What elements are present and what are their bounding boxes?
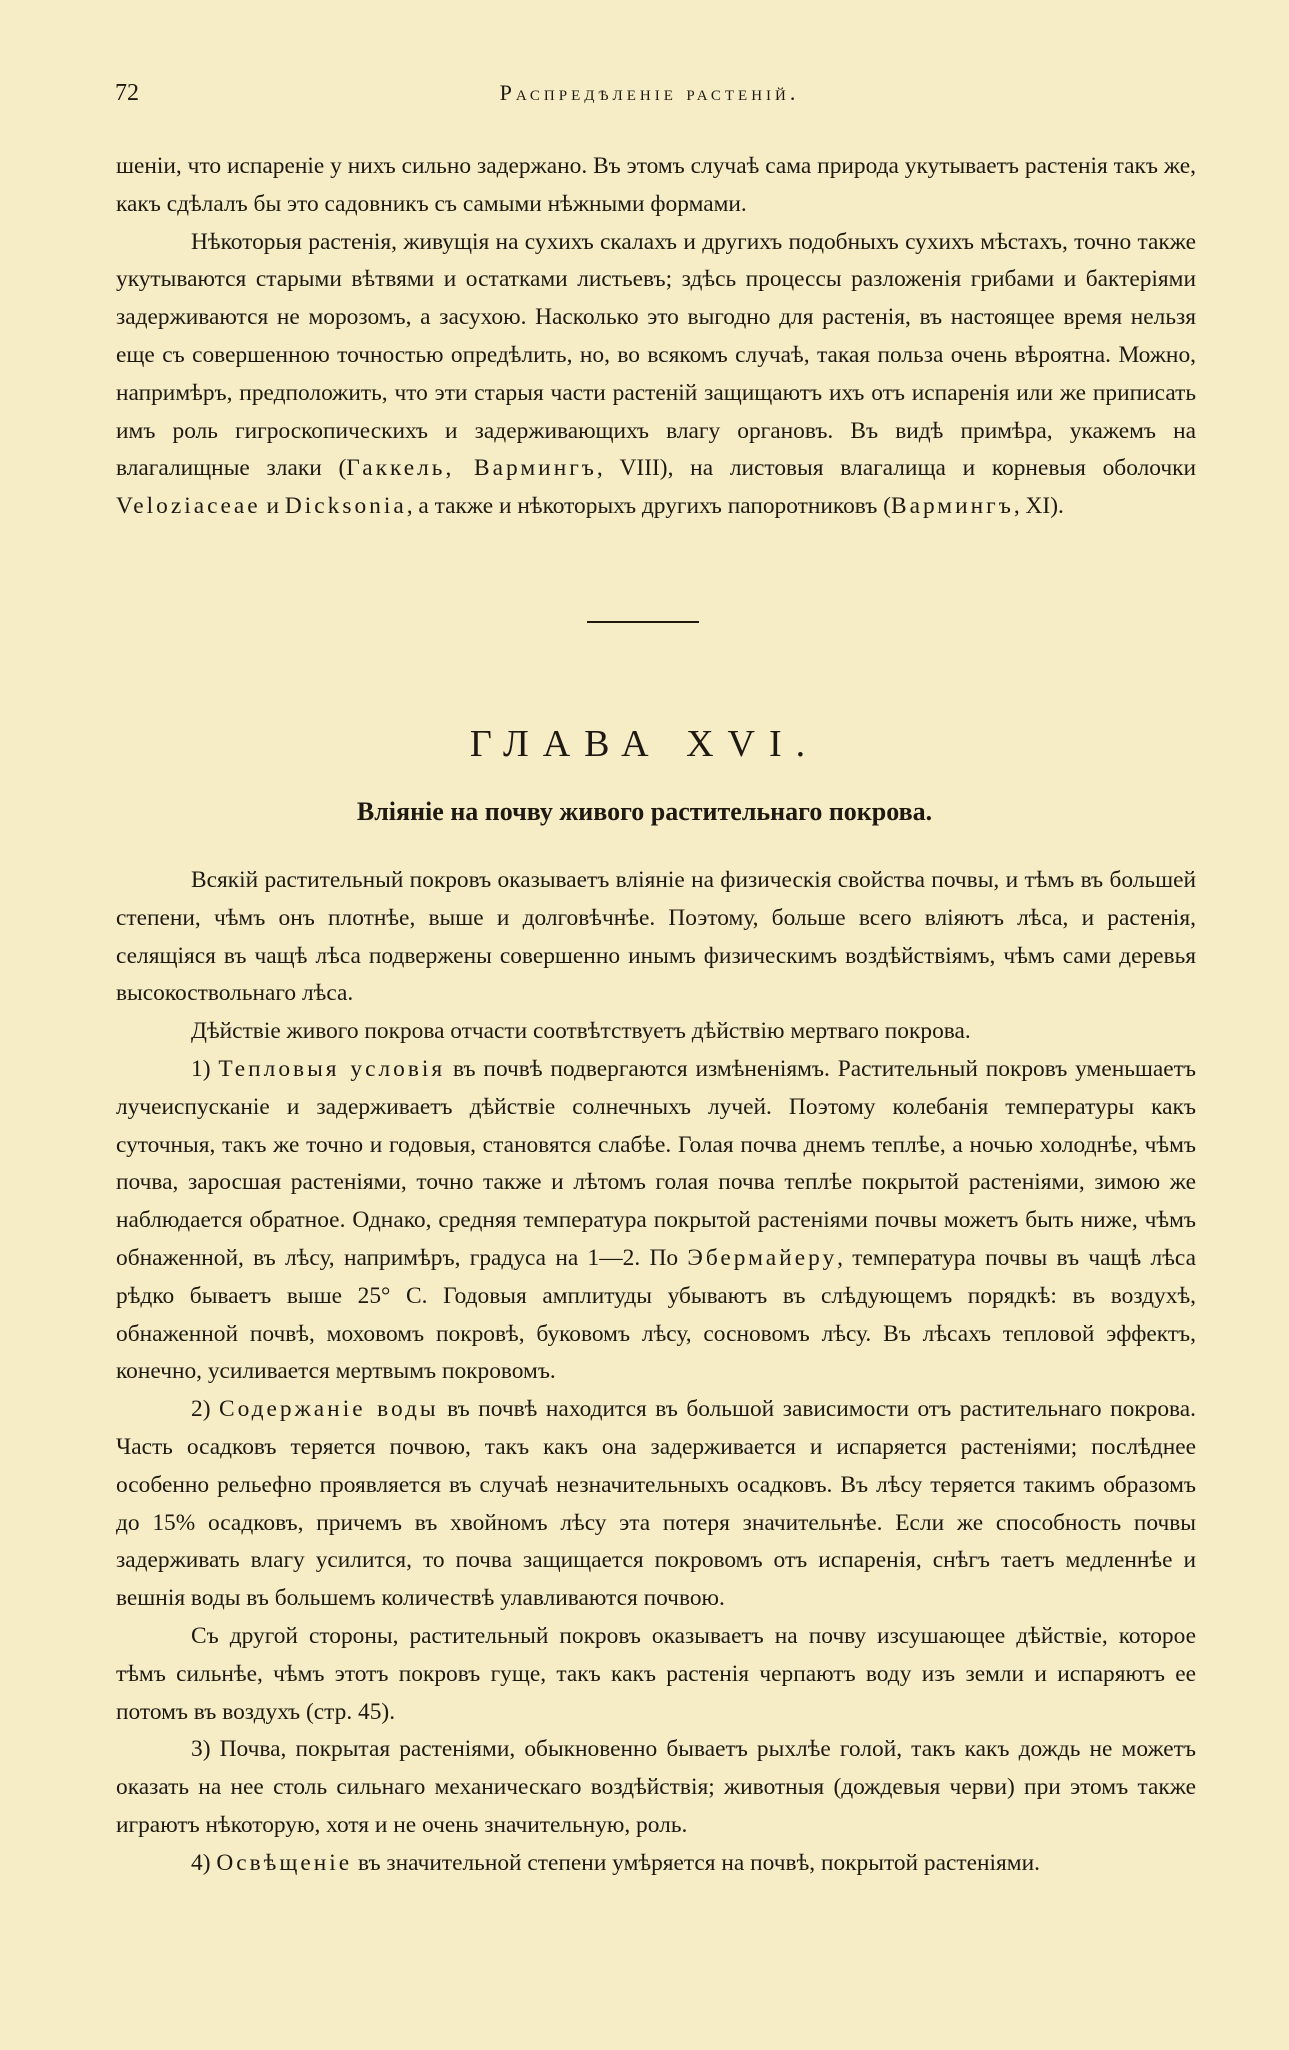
paragraph-text: въ значительной степени умѣряется на почвѣ, покрытой растеніями. bbox=[352, 1849, 1040, 1876]
author-name: Гаккель, Вармингъ bbox=[346, 455, 597, 482]
paragraph-text: Всякій растительный покровъ оказываетъ вліяніе на физическія свойства почвы, и тѣмъ въ большей степени, чѣмъ онъ плотнѣе, выше и долговѣчнѣе. Поэтому, больше всего вліяютъ лѣса, и растенія, селящіяся въ чащѣ лѣса подвержены совершенно инымъ физическимъ воздѣйствіямъ, чѣмъ сами деревья высокоствольнаго лѣса. bbox=[116, 867, 1196, 1007]
text-block-top bbox=[116, 148, 1196, 526]
section-divider bbox=[587, 621, 699, 623]
taxon-name: Veloziaceae bbox=[116, 493, 261, 520]
paragraph-text: Дѣйствіе живого покрова отчасти соотвѣтствуетъ дѣйствію мертваго покрова. bbox=[191, 1018, 971, 1045]
spaced-term: Содержаніе воды bbox=[219, 1396, 439, 1423]
item-number: 2) bbox=[191, 1396, 220, 1423]
paragraph bbox=[116, 1051, 1196, 1391]
paragraph bbox=[116, 862, 1196, 1013]
paragraph bbox=[116, 224, 1196, 526]
paragraph bbox=[116, 1013, 1196, 1051]
paragraph bbox=[116, 1618, 1196, 1731]
paragraph-text: въ почвѣ подвергаются измѣненіямъ. Растительный покровъ уменьшаетъ лучеиспусканіе и задерживаетъ дѣйствіе солнечныхъ лучей. Поэтому колебанія температуры какъ суточныя, такъ же точно и годовыя, становятся слабѣе. Голая почва днемъ теплѣе, а ночью холоднѣе, чѣмъ почва, заросшая растеніями, точно также и лѣтомъ голая почва теплѣе покрытой растеніями, зимою же наблюдается обратное. Однако, средняя температура покрытой растеніями почвы можетъ быть ниже, чѣмъ обнаженной, въ лѣсу, напримѣръ, градуса на 1—2. По bbox=[116, 1055, 1196, 1271]
paragraph-text: , XI). bbox=[1013, 493, 1064, 520]
paragraph-text: шеніи, что испареніе у нихъ сильно задержано. Въ этомъ случаѣ сама природа укутываетъ растенія такъ же, какъ сдѣлалъ бы это садовникъ съ самыми нѣжными формами. bbox=[116, 153, 1196, 217]
paragraph-text: въ почвѣ находится въ большой зависимости отъ растительнаго покрова. Часть осадковъ теряется почвою, такъ какъ она задерживается и испаряется растеніями; послѣднее особенно рельефно проявляется въ случаѣ незначительныхъ осадковъ. Въ лѣсу теряется такимъ образомъ до 15% осадковъ, причемъ въ хвойномъ лѣсу эта потеря значительнѣе. Если же способность почвы задерживать влагу усилится, то почва защищается покровомъ отъ испаренія, снѣгъ таетъ медленнѣе и вешнія воды въ большемъ количествѣ улавливаются почвою. bbox=[116, 1396, 1196, 1612]
paragraph bbox=[116, 148, 1196, 224]
paragraph bbox=[116, 1731, 1196, 1844]
chapter-subtitle: Вліяніе на почву живого растительнаго покрова. bbox=[356, 797, 933, 826]
paragraph-text: и bbox=[260, 493, 285, 520]
chapter-title: ГЛАВА XVI. bbox=[469, 723, 820, 765]
spaced-term: Освѣщеніе bbox=[216, 1849, 353, 1876]
paragraph bbox=[116, 1845, 1196, 1883]
paragraph-text: , VIII), на листовыя влагалища и корневыя оболочки bbox=[596, 455, 1196, 482]
item-number: 1) bbox=[191, 1055, 219, 1082]
paragraph-text: 3) Почва, покрытая растеніями, обыкновенно бываетъ рыхлѣе голой, такъ какъ дождь не можетъ оказать на нее столь сильнаго механическаго воздѣйствія; животныя (дождевыя черви) при этомъ также играютъ нѣкоторую, хотя и не очень значительную, роль. bbox=[116, 1736, 1196, 1838]
page-header bbox=[115, 80, 1184, 116]
paragraph-text: Нѣкоторыя растенія, живущія на сухихъ скалахъ и другихъ подобныхъ сухихъ мѣстахъ, точно также укутываются старыми вѣтвями и остатками листьевъ; здѣсь процессы разложенія грибами и бактеріями задерживаются не морозомъ, а засухою. Насколько это выгодно для растенія, въ настоящее время нельзя еще съ совершенною точностью опредѣлить, но, во всякомъ случаѣ, такая польза очень вѣроятна. Можно, напримѣръ, предположить, что эти старыя части растеній защищаютъ ихъ отъ испаренія или же приписать имъ роль гигроскопическихъ и задерживающихъ влагу органовъ. Въ видѣ примѣра, укажемъ на влагалищные злаки ( bbox=[116, 228, 1196, 482]
author-name: Эбермайеру bbox=[687, 1244, 838, 1271]
paragraph-text: Съ другой стороны, растительный покровъ оказываетъ на почву изсушающее дѣйствіе, которое тѣмъ сильнѣе, чѣмъ этотъ покровъ гуще, такъ какъ растенія черпаютъ воду изъ земли и испаряютъ ее потомъ въ воздухъ (стр. 45). bbox=[116, 1622, 1196, 1725]
paragraph-text: , температура почвы въ чащѣ лѣса рѣдко бываетъ выше 25° С. Годовыя амплитуды убываютъ въ слѣдующемъ порядкѣ: въ воздухѣ, обнаженной почвѣ, моховомъ покровѣ, буковомъ лѣсу, сосновомъ лѣсу. Въ лѣсахъ тепловой эффектъ, конечно, усиливается мертвымъ покровомъ. bbox=[116, 1244, 1196, 1385]
paragraph bbox=[116, 1391, 1196, 1618]
item-number: 4) bbox=[191, 1849, 217, 1876]
page-number: 72 bbox=[115, 80, 139, 106]
running-title: Распредѣленіе растеній. bbox=[499, 80, 800, 105]
author-name: Вармингъ bbox=[890, 493, 1014, 520]
paragraph-text: , а также и нѣкоторыхъ другихъ папоротниковъ ( bbox=[406, 493, 891, 520]
text-block-chapter bbox=[116, 862, 1196, 1883]
taxon-name: Dicksonia bbox=[284, 493, 407, 520]
spaced-term: Тепловыя условія bbox=[218, 1055, 446, 1082]
